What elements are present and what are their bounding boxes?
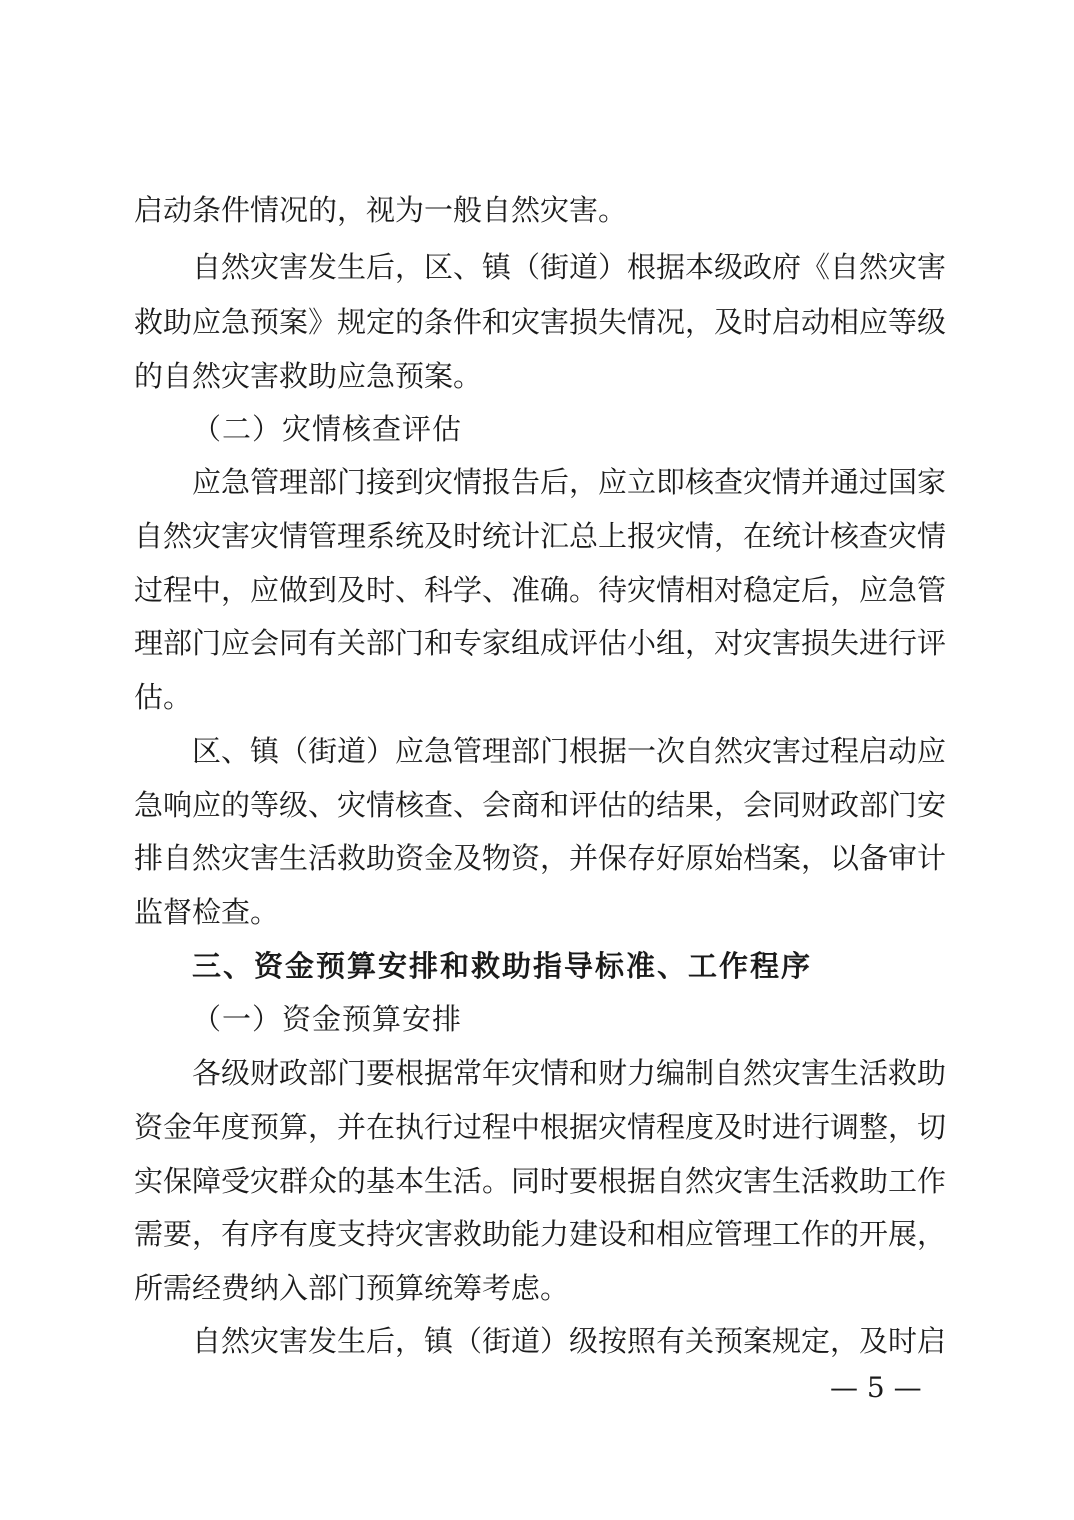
paragraph-line: 实保障受灾群众的基本生活。同时要根据自然灾害生活救助工作 xyxy=(134,1164,947,1198)
paragraph-line: 资金年度预算，并在执行过程中根据灾情程度及时进行调整，切 xyxy=(134,1110,947,1144)
paragraph-line: 排自然灾害生活救助资金及物资，并保存好原始档案，以备审计 xyxy=(134,841,947,875)
paragraph-line: 过程中，应做到及时、科学、准确。待灾情相对稳定后，应急管 xyxy=(134,573,947,607)
subsection-heading: （一）资金预算安排 xyxy=(192,1002,463,1036)
paragraph-line: 需要，有序有度支持灾害救助能力建设和相应管理工作的开展， xyxy=(134,1217,947,1251)
paragraph-line: 启动条件情况的，视为一般自然灾害。 xyxy=(134,193,628,227)
paragraph-line: 急响应的等级、灾情核查、会商和评估的结果，会同财政部门安 xyxy=(134,788,947,822)
page-number: — 5 — xyxy=(830,1371,922,1404)
paragraph-line: 自然灾害发生后，区、镇（街道）根据本级政府《自然灾害 xyxy=(192,250,947,284)
paragraph-line: 所需经费纳入部门预算统筹考虑。 xyxy=(134,1271,570,1305)
paragraph-line: 监督检查。 xyxy=(134,895,280,929)
paragraph-line: 自然灾害灾情管理系统及时统计汇总上报灾情，在统计核查灾情 xyxy=(134,519,947,553)
paragraph-line: 的自然灾害救助应急预案。 xyxy=(134,359,483,393)
paragraph-line: 各级财政部门要根据常年灾情和财力编制自然灾害生活救助 xyxy=(192,1056,947,1090)
paragraph-line: 救助应急预案》规定的条件和灾害损失情况，及时启动相应等级 xyxy=(134,305,947,339)
paragraph-line: 应急管理部门接到灾情报告后，应立即核查灾情并通过国家 xyxy=(192,465,947,499)
paragraph-line: 理部门应会同有关部门和专家组成评估小组，对灾害损失进行评 xyxy=(134,626,947,660)
paragraph-line: 自然灾害发生后，镇（街道）级按照有关预案规定，及时启 xyxy=(192,1324,947,1358)
paragraph-line: 区、镇（街道）应急管理部门根据一次自然灾害过程启动应 xyxy=(192,734,947,768)
section-heading: 三、资金预算安排和救助指导标准、工作程序 xyxy=(192,949,813,983)
subsection-heading: （二）灾情核查评估 xyxy=(192,412,463,446)
paragraph-line: 估。 xyxy=(134,680,193,714)
